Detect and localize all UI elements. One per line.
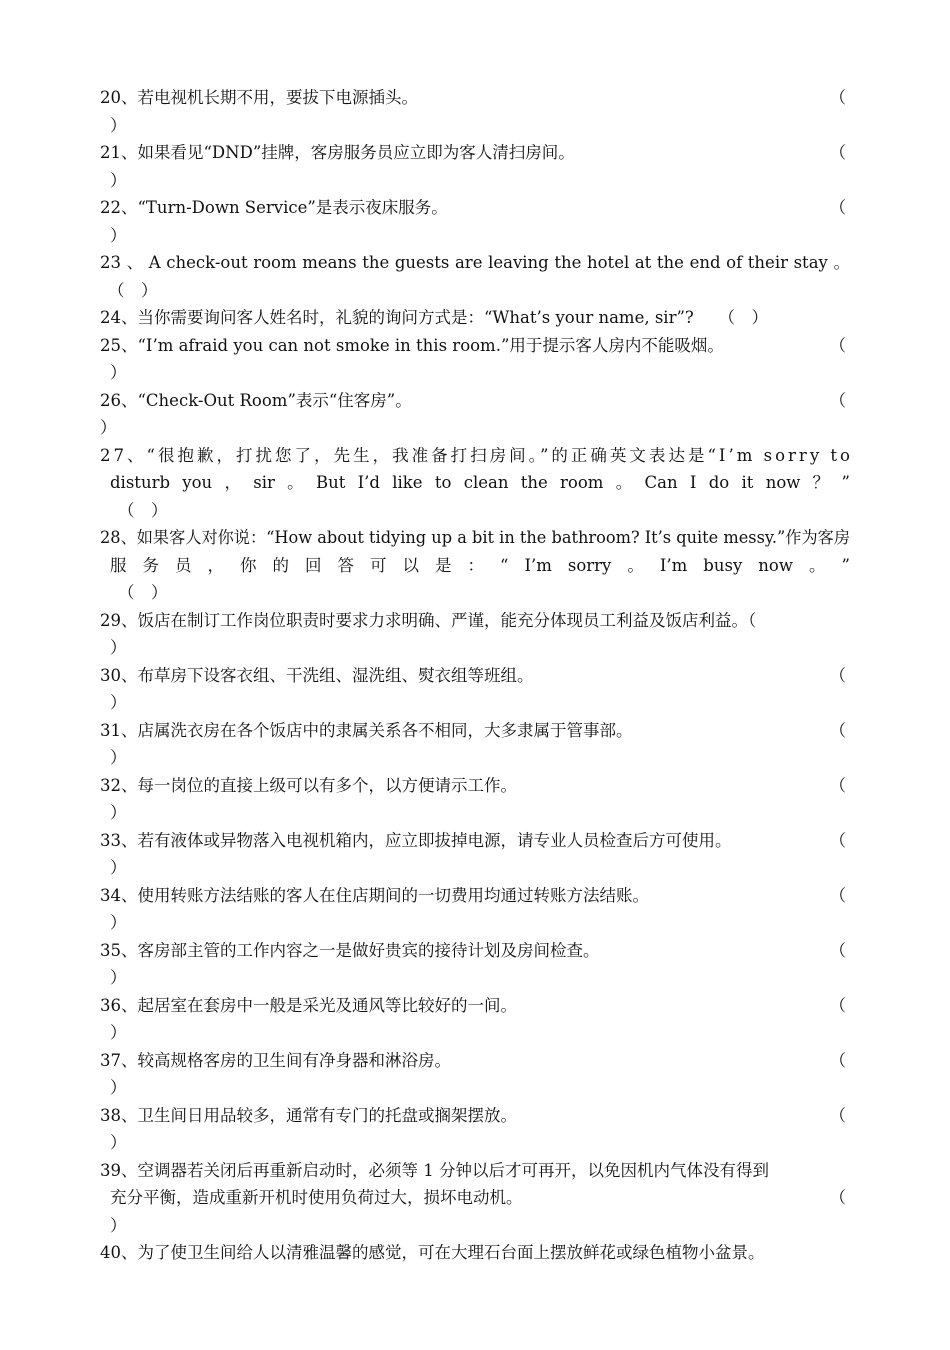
word: disturb [110,473,171,492]
question-34 [100,882,850,910]
word: it [741,473,754,492]
question-39-continued [110,1184,850,1212]
word: 。 [287,473,304,492]
word: now [758,556,793,575]
answer-bracket-close: ） [110,693,127,712]
question-text: 25、“I’m afraid you can not smoke in this room.”用于提示客人房内不能吸烟。 [100,336,724,355]
answer-bracket-open: （ [829,88,846,107]
word: end [689,253,721,272]
question-22 [100,194,850,222]
answer-bracket-close: ） [110,116,127,135]
word: ” [841,473,850,492]
word: guests [394,253,450,272]
word: I’m [659,556,688,575]
question-text: 33、若有液体或异物落入电视机箱内，应立即拔掉电源，请专业人员检查后方可使用。 [100,831,732,850]
answer-bracket-open: （ [829,1051,846,1070]
word: room [253,253,297,272]
answer-bracket-close: ） [110,226,127,245]
answer-bracket-close: ） [110,638,127,657]
word: 可 [370,556,387,575]
question-25 [100,332,850,360]
word: now [765,473,801,492]
word: 务 [142,556,159,575]
word: I [689,473,697,492]
question-text: 38、卫生间日用品较多，通常有专门的托盘或搁架摆放。 [100,1106,517,1125]
word: 回 [305,556,322,575]
answer-bracket-close: ） [110,803,127,822]
word: busy [703,556,743,575]
answer-bracket-open: （ [829,1188,846,1207]
question-text: 22、“Turn-Down Service”是表示夜床服务。 [100,198,448,217]
question-39 [100,1157,850,1185]
word: room [560,473,604,492]
word: the [656,253,684,272]
question-29 [100,607,850,635]
answer-bracket: （ ） [118,583,168,602]
word: 23 [100,253,121,272]
answer-bracket-close: ） [110,858,127,877]
word: I’m [524,556,552,575]
answer-bracket-close: ） [110,1023,127,1042]
question-28 [100,524,850,552]
word: ” [841,556,850,575]
word: leaving [488,253,549,272]
word: ， [207,556,224,575]
word: 是 [435,556,452,575]
answer-bracket-open: （ [829,996,846,1015]
question-35 [100,937,850,965]
question-33 [100,827,850,855]
word: the [554,253,582,272]
word: ： [467,556,484,575]
answer-bracket-close: ） [110,363,127,382]
answer-bracket-open: （ [829,666,846,685]
question-23 [100,249,850,277]
question-text: 39、空调器若关闭后再重新启动时，必须等 1 分钟以后才可再开，以免因机内气体没有得到 [100,1161,769,1180]
word: their [747,253,788,272]
question-text: 27、“很抱歉，打扰您了，先生，我准备打扫房间。”的正确英文表达是“I’m sorry to [100,446,854,465]
word: But [315,473,346,492]
question-text-continued: 充分平衡，造成重新开机时使用负荷过大，损坏电动机。 [110,1188,523,1207]
word: of [726,253,743,272]
answer-bracket-open: （ [829,143,846,162]
word: like [392,473,423,492]
question-text: 36、起居室在套房中一般是采光及通风等比较好的一间。 [100,996,517,1015]
word: stay [793,253,828,272]
word: 的 [272,556,289,575]
question-text: 35、客房部主管的工作内容之一是做好贵宾的接待计划及房间检查。 [100,941,600,960]
answer-bracket-close: ） [110,968,127,987]
question-36 [100,992,850,1020]
word: means [302,253,357,272]
question-24 [100,304,850,332]
word: 员 [175,556,192,575]
question-text: 29、饭店在制订工作岗位职责时要求力求明确、严谨，能充分体现员工利益及饭店利益。（ [100,611,757,630]
answer-bracket-open: （ [829,198,846,217]
answer-bracket-close: ） [110,1216,127,1235]
word: Can [644,473,678,492]
word: sir [253,473,275,492]
question-38 [100,1102,850,1130]
question-text: 37、较高规格客房的卫生间有净身器和淋浴房。 [100,1051,451,1070]
question-text: 28、如果客人对你说：“How about tidying up a bit in the bathroom? It’s quite messy.”作为客房 [100,528,850,547]
question-27 [100,442,854,470]
answer-bracket: （ ） [108,281,158,300]
question-text: 21、如果看见“DND”挂牌，客房服务员应立即为客人清扫房间。 [100,143,575,162]
question-31 [100,717,850,745]
word: hotel [587,253,630,272]
answer-bracket-close: ） [110,171,127,190]
answer-bracket-close: ） [110,1133,127,1152]
word: 、 [126,253,144,272]
answer-bracket-open: （ [829,776,846,795]
question-text: 26、“Check-Out Room”表示“住客房”。 [100,391,412,410]
question-text: 30、布草房下设客衣组、干洗组、湿洗组、熨衣组等班组。 [100,666,534,685]
word: A [148,253,161,272]
question-20 [100,84,850,112]
answer-bracket-open: （ [829,721,846,740]
question-37 [100,1047,850,1075]
question-40 [100,1239,850,1267]
question-text: 20、若电视机长期不用，要拔下电源插头。 [100,88,418,107]
word: I’d [357,473,380,492]
word: do [708,473,730,492]
word: 。 [627,556,644,575]
word: the [520,473,548,492]
question-21 [100,139,850,167]
word: check-out [166,253,248,272]
word: 。 [808,556,826,575]
word: the [362,253,390,272]
word: 。 [833,253,850,272]
word: clean [463,473,509,492]
question-26 [100,387,850,415]
word: ， [224,473,241,492]
word: at [634,253,652,272]
answer-bracket-close: ） [110,1078,127,1097]
answer-bracket-open: （ [829,831,846,850]
question-text: 34、使用转账方法结账的客人在住店期间的一切费用均通过转账方法结账。 [100,886,649,905]
word: to [434,473,452,492]
question-28-continued [110,552,850,580]
answer-bracket-close: ） [100,418,117,437]
answer-bracket: （ ） [118,501,168,520]
word: 答 [337,556,354,575]
answer-bracket-close: ） [110,748,127,767]
answer-bracket-open: （ [829,886,846,905]
word: 。 [615,473,633,492]
question-text: 32、每一岗位的直接上级可以有多个，以方便请示工作。 [100,776,517,795]
answer-bracket-open: （ [829,941,846,960]
word: ？ [812,473,830,492]
answer-bracket-open: （ [829,1106,846,1125]
word: 你 [240,556,257,575]
word: 服 [110,556,127,575]
question-text: 40、为了使卫生间给人以清雅温馨的感觉，可在大理石台面上摆放鲜花或绿色植物小盆景。 [100,1243,765,1262]
answer-bracket-open: （ [829,391,846,410]
answer-bracket-close: ） [110,913,127,932]
question-text: 31、店属洗衣房在各个饭店中的隶属关系各不相同，大多隶属于管事部。 [100,721,633,740]
word: sorry [567,556,612,575]
word: are [454,253,483,272]
answer-bracket-open: （ [829,336,846,355]
question-30 [100,662,850,690]
word: you [182,473,213,492]
word: 以 [402,556,419,575]
question-27-continued [110,469,850,497]
question-text: 24、当你需要询问客人姓名时，礼貌的询问方式是：“What’s your name, sir”? （ ） [100,308,768,327]
word: “ [500,556,509,575]
question-32 [100,772,850,800]
